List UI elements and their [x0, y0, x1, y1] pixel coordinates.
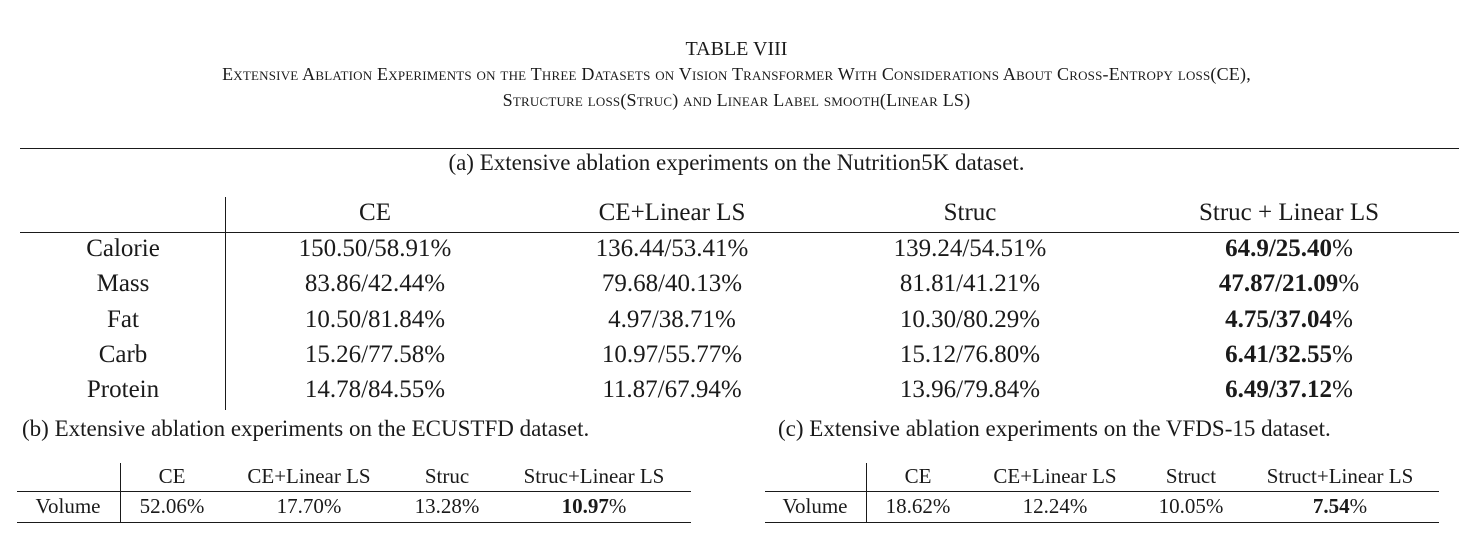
table-b-cell: 52.06%	[139, 494, 205, 518]
table-b-header-struc-linear-ls: Struc+Linear LS	[523, 464, 665, 488]
table-a-cell: 150.50/58.91%	[298, 235, 452, 262]
table-c-best-cell: 7.54%	[1312, 494, 1368, 518]
table-a-cell: 83.86/42.44%	[304, 270, 446, 297]
table-c-cell: 10.05%	[1158, 494, 1224, 518]
table-a-cell: 14.78/84.55%	[304, 376, 446, 403]
table-a-cell: 79.68/40.13%	[601, 270, 743, 297]
table-c-bottom-rule	[765, 522, 1439, 523]
table-a-caption: (a) Extensive ablation experiments on the Nutrition5K dataset.	[448, 150, 1025, 175]
table-a-header-struc: Struc	[943, 199, 997, 226]
table-c-caption: (c) Extensive ablation experiments on the VFDS-15 dataset.	[778, 416, 1331, 441]
table-a-cell: 10.50/81.84%	[304, 306, 446, 333]
table-b-header-ce: CE	[158, 464, 186, 488]
table-b-header-struc: Struc	[424, 464, 470, 488]
table-a-best-cell: 4.75/37.04%	[1225, 306, 1353, 333]
table-c-row-label: Volume	[782, 494, 848, 518]
table-b-header-rule	[17, 491, 691, 492]
table-a-row-label: Mass	[96, 270, 150, 297]
table-a-header-ce: CE	[359, 199, 391, 226]
table-b-cell: 13.28%	[414, 494, 480, 518]
table-a-cell: 81.81/41.21%	[899, 270, 1041, 297]
table-caption-line-2: Structure loss(Struc) and Linear Label smooth(Linear LS)	[502, 90, 971, 110]
table-b-label-divider	[120, 463, 121, 522]
table-a-top-rule	[20, 148, 1459, 149]
table-a-best-cell: 47.87/21.09%	[1218, 270, 1360, 297]
table-c-header-struct-linear-ls: Struct+Linear LS	[1266, 464, 1414, 488]
table-a-header-rule	[20, 232, 1459, 233]
table-c-cell: 12.24%	[1022, 494, 1088, 518]
table-a-best-cell: 64.9/25.40%	[1225, 235, 1353, 262]
table-b-bottom-rule	[17, 522, 691, 523]
table-c-header-struct: Struct	[1165, 464, 1217, 488]
table-c-label-divider	[866, 463, 867, 522]
table-b-cell: 17.70%	[276, 494, 342, 518]
table-a-header-ce-linear-ls: CE+Linear LS	[598, 199, 746, 226]
table-a-cell: 11.87/67.94%	[602, 376, 742, 403]
table-a-row-label: Calorie	[86, 235, 160, 262]
table-b-best-cell: 10.97%	[561, 494, 627, 518]
table-label: TABLE VIII	[685, 38, 788, 60]
table-b-header-ce-linear-ls: CE+Linear LS	[247, 464, 371, 488]
table-a-cell: 10.30/80.29%	[899, 306, 1041, 333]
table-a-cell: 10.97/55.77%	[601, 341, 743, 368]
table-a-cell: 4.97/38.71%	[608, 306, 736, 333]
table-a-cell: 139.24/54.51%	[893, 235, 1047, 262]
table-a-best-cell: 6.49/37.12%	[1225, 376, 1353, 403]
table-c-header-ce-linear-ls: CE+Linear LS	[993, 464, 1117, 488]
table-a-row-label: Carb	[98, 341, 148, 368]
table-a-best-cell: 6.41/32.55%	[1225, 341, 1353, 368]
table-c-header-rule	[765, 491, 1439, 492]
table-caption-line-1: Extensive Ablation Experiments on the Three Datasets on Vision Transformer With Considerations About Cross-Entropy loss(CE),	[222, 64, 1251, 84]
table-a-cell: 15.26/77.58%	[304, 341, 446, 368]
table-a-header-struc-linear-ls: Struc + Linear LS	[1198, 199, 1380, 226]
table-c-header-ce: CE	[904, 464, 932, 488]
table-a-cell: 15.12/76.80%	[899, 341, 1041, 368]
table-a-row-label: Protein	[86, 376, 160, 403]
table-b-row-label: Volume	[35, 494, 101, 518]
table-a-row-label: Fat	[107, 306, 139, 333]
table-a-cell: 136.44/53.41%	[595, 235, 749, 262]
table-b-caption: (b) Extensive ablation experiments on the ECUSTFD dataset.	[22, 416, 590, 441]
table-a-cell: 13.96/79.84%	[899, 376, 1041, 403]
table-a-label-divider	[225, 197, 226, 410]
table-c-cell: 18.62%	[885, 494, 951, 518]
